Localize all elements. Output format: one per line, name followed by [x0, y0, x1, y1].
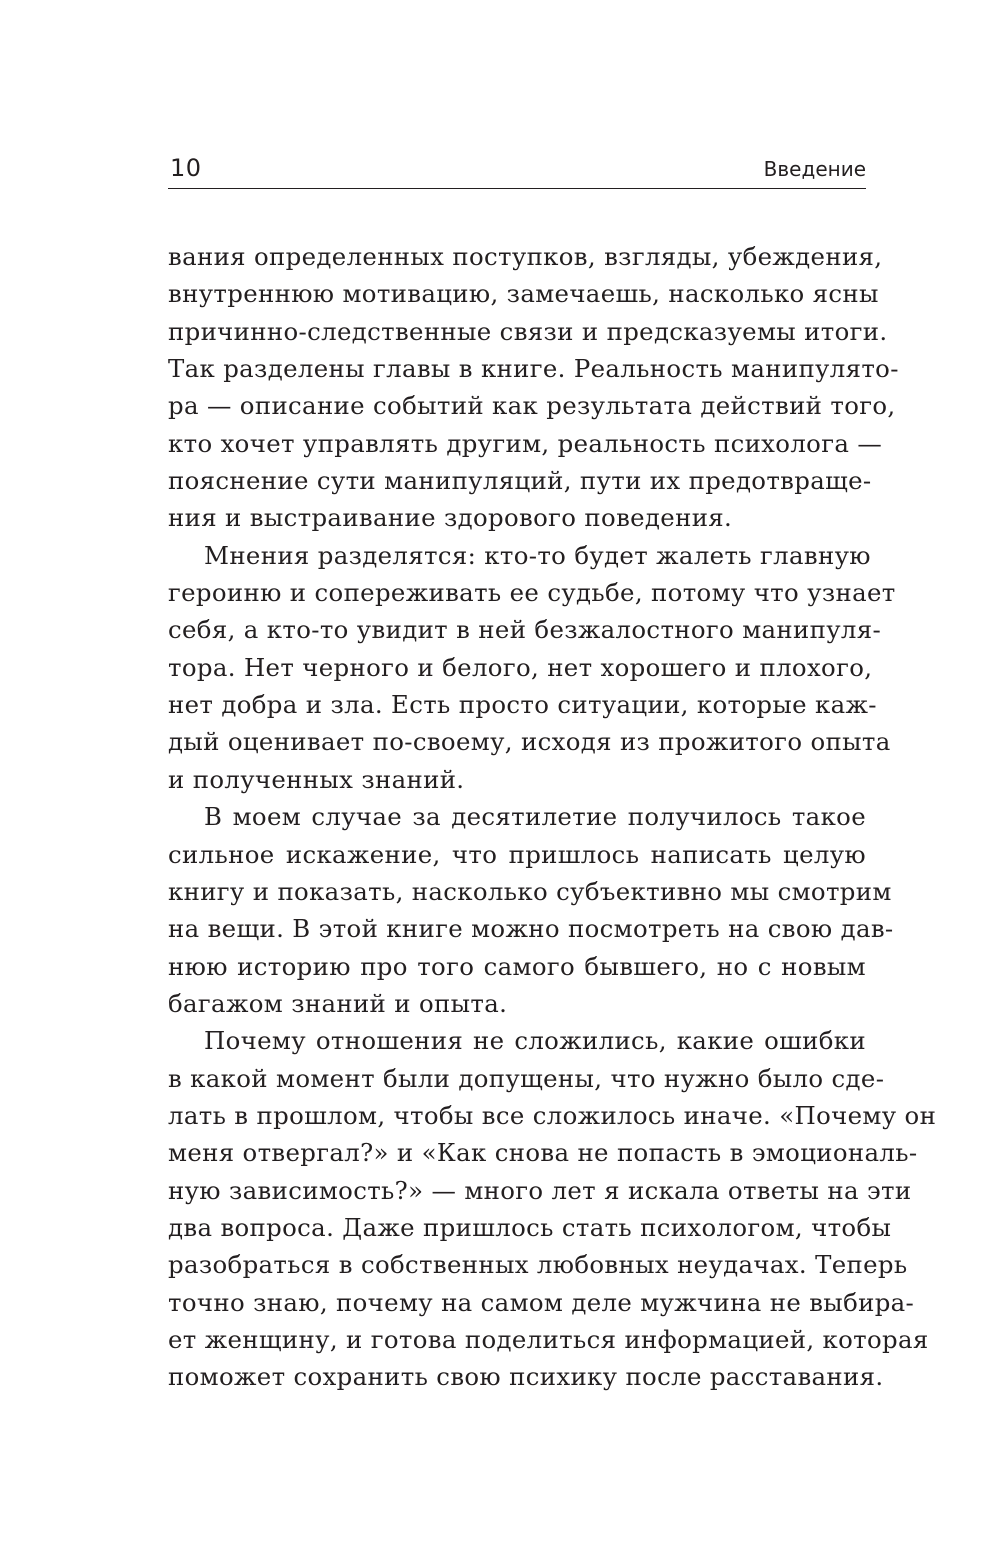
text-line: В моем случае за десятилетие получилось такое [204, 802, 866, 832]
text-line: героиню и сопереживать ее судьбе, потому что узнает [168, 578, 896, 608]
paragraph-3 [168, 798, 894, 1022]
text-line: в какой момент были допущены, что нужно было сде- [168, 1063, 885, 1093]
text-line: и полученных знаний. [168, 764, 465, 794]
text-line: поможет сохранить свою психику после расставания. [168, 1362, 884, 1392]
body-text [168, 238, 937, 1396]
text-line: меня отвергал?» и «Как снова не попасть в эмоциональ- [168, 1138, 918, 1168]
text-line: багажом знаний и опыта. [168, 988, 508, 1018]
text-line: ра — описание событий как результата действий того, [168, 391, 896, 421]
text-line: тора. Нет черного и белого, нет хорошего и плохого, [168, 652, 873, 682]
text-line: Почему отношения не сложились, какие ошибки [204, 1026, 866, 1056]
text-line: Так разделены главы в книге. Реальность манипулято- [168, 354, 899, 384]
text-line: ет женщину, и готова поделиться информацией, которая [168, 1324, 929, 1354]
text-line: пояснение сути манипуляций, пути их предотвраще- [168, 466, 872, 496]
text-line: кто хочет управлять другим, реальность психолога — [168, 428, 883, 458]
section-title: Введение [763, 157, 866, 181]
text-line: ную зависимость?» — много лет я искала ответы на эти [168, 1175, 912, 1205]
text-line: себя, а кто-то увидит в ней безжалостного манипуля- [168, 615, 882, 645]
text-line: лать в прошлом, чтобы все сложилось иначе. «Почему он [168, 1100, 937, 1130]
text-line: нет добра и зла. Есть просто ситуации, которые каж- [168, 690, 877, 720]
text-line: дый оценивает по-своему, исходя из прожитого опыта [168, 727, 891, 757]
text-line: точно знаю, почему на самом деле мужчина не выбира- [168, 1287, 915, 1317]
text-line: сильное искажение, что пришлось написать целую [168, 839, 866, 869]
text-line: два вопроса. Даже пришлось стать психологом, чтобы [168, 1212, 892, 1242]
text-line: вания определенных поступков, взгляды, убеждения, [168, 242, 883, 271]
text-line: на вещи. В этой книге можно посмотреть на свою дав- [168, 914, 894, 944]
paragraph-4 [168, 1022, 937, 1395]
text-line: Мнения разделятся: кто-то будет жалеть главную [204, 540, 871, 570]
paragraph-1 [168, 238, 899, 537]
text-line: ния и выстраивание здорового поведения. [168, 503, 733, 533]
text-line: причинно-следственные связи и предсказуемы итоги. [168, 316, 888, 346]
page-number: 10 [170, 154, 202, 182]
text-line: книгу и показать, насколько субъективно мы смотрим [168, 876, 892, 906]
text-line: внутреннюю мотивацию, замечаешь, насколько ясны [168, 279, 879, 309]
paragraph-2 [168, 537, 896, 798]
text-line: разобраться в собственных любовных неудачах. Теперь [168, 1250, 908, 1280]
running-header [168, 150, 866, 189]
text-line: нюю историю про того самого бывшего, но с новым [168, 951, 866, 981]
